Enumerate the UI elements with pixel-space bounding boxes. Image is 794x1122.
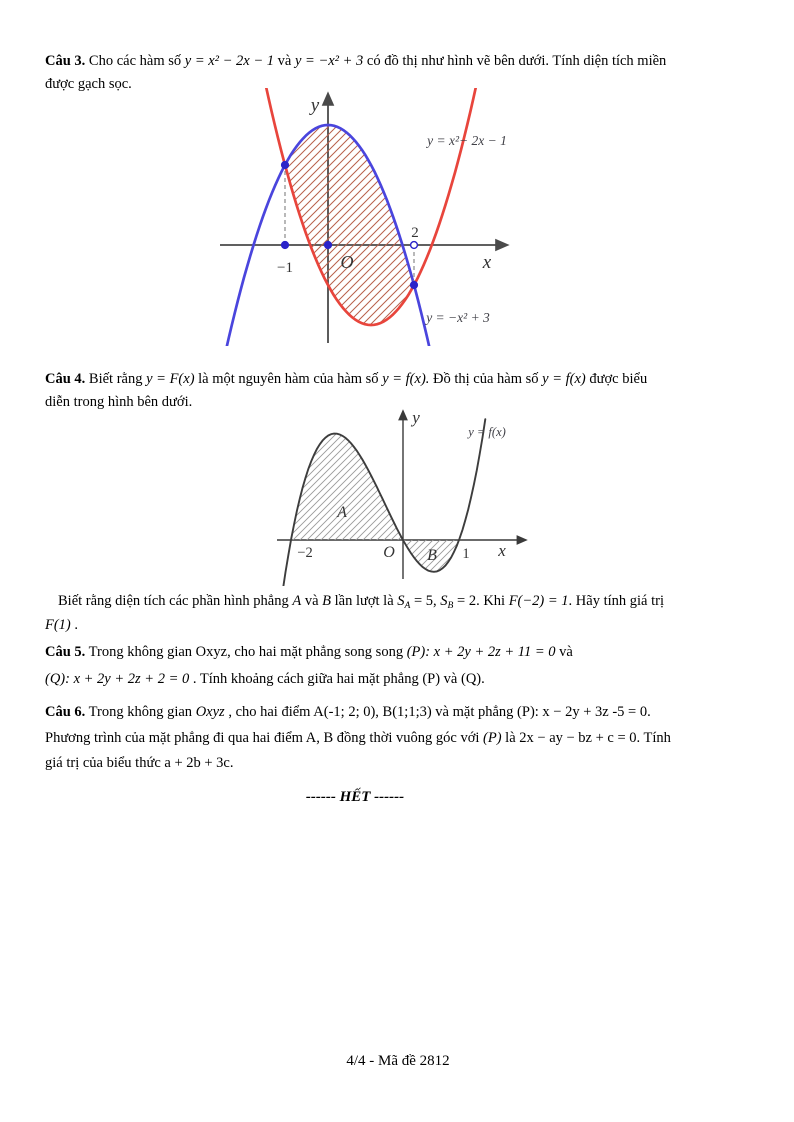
tick-label: 2	[411, 225, 419, 241]
text-segment: Biết rằng	[85, 371, 147, 387]
point	[325, 242, 332, 249]
question-4-note-line-2	[45, 614, 757, 637]
text-segment: Biết rằng diện tích các phần hình phẳng	[58, 593, 293, 609]
text-segment: = 2. Khi	[453, 593, 509, 609]
text-segment: Câu 4.	[45, 371, 86, 387]
cau3-graph-svg	[215, 88, 515, 346]
text-segment: được gạch sọc.	[45, 76, 132, 92]
end-marker: ------ HẾT ------	[305, 789, 405, 805]
text-segment: giá trị của biểu thức a + 2b + 3c.	[45, 755, 234, 771]
question-6-line-3	[45, 752, 757, 775]
text-segment: Đồ thị của hàm số	[429, 371, 543, 387]
text-segment: F(1)	[45, 617, 71, 633]
tick-label: −1	[277, 260, 293, 276]
question-3-line-1	[45, 50, 757, 73]
text-segment: là 2x − ay − bz + c = 0. Tính	[501, 730, 671, 746]
page-footer: 4/4 - Mã đề 2812	[346, 1053, 450, 1069]
question-4-line-1	[45, 368, 757, 391]
question-5-line-2	[45, 668, 757, 691]
text-segment: A	[404, 600, 411, 612]
text-segment: A	[292, 593, 302, 609]
origin-label: O	[340, 252, 354, 272]
text-segment: y = f(x)	[542, 371, 586, 387]
text-segment: lần lượt là	[331, 593, 398, 609]
text-segment: Câu 6.	[45, 704, 86, 720]
text-segment: = 5,	[410, 593, 441, 609]
text-segment: Câu 5.	[45, 644, 86, 660]
question-5-line-1	[45, 641, 757, 664]
text-segment: .	[70, 617, 79, 633]
question-4-note-line-1	[45, 590, 770, 617]
text-segment: B	[322, 593, 331, 609]
text-segment: được biểu	[585, 371, 648, 387]
curve-label-1: y = −x² + 3	[426, 310, 490, 325]
text-segment: Oxyz	[195, 704, 225, 720]
text-segment: và	[274, 53, 295, 69]
point	[282, 162, 289, 169]
y-axis-label: y	[310, 95, 320, 116]
text-segment: có đồ thị như hình vẽ bên dưới. Tính diện tích miền	[363, 53, 667, 69]
tick-label: −2	[297, 545, 313, 561]
text-segment: . Tính khoảng cách giữa hai mặt phẳng (P) và (Q).	[189, 671, 485, 687]
x-axis-label: x	[482, 252, 492, 273]
cau3-graph	[215, 88, 515, 346]
text-segment: . Hãy tính giá trị	[568, 593, 664, 609]
hatched-region-A	[291, 434, 403, 541]
text-segment: và	[301, 593, 323, 609]
text-segment: y = F(x)	[146, 371, 195, 387]
text-segment: F(−2) = 1	[508, 593, 569, 609]
text-segment: Trong không gian	[85, 704, 196, 720]
text-segment: (P): x + 2y + 2z + 11 = 0	[406, 644, 556, 660]
point	[411, 282, 418, 289]
text-segment: B	[447, 600, 454, 612]
text-segment: diễn trong hình bên dưới.	[45, 394, 193, 410]
text-segment: (P)	[483, 730, 502, 746]
text-segment: y = x² − 2x − 1	[184, 53, 275, 69]
tick-label: 1	[462, 546, 470, 562]
question-6-line-1	[45, 701, 757, 724]
curve-label-0: y = x²− 2x − 1	[427, 133, 507, 148]
point	[282, 242, 289, 249]
x-axis-label: x	[498, 541, 506, 560]
cau4-graph	[275, 404, 535, 586]
region-label-A: A	[337, 504, 347, 521]
region-label-B: B	[427, 547, 437, 564]
text-segment: Cho các hàm số	[85, 53, 185, 69]
curve-label-0: y = f(x)	[468, 425, 506, 439]
open-point	[411, 242, 418, 249]
text-segment: S	[397, 593, 405, 609]
question-6-line-2	[45, 727, 757, 750]
cau4-graph-svg	[275, 404, 535, 586]
text-segment: (Q): x + 2y + 2z + 2 = 0	[45, 671, 190, 687]
text-segment: Phương trình của mặt phẳng đi qua hai điểm A, B đồng thời vuông góc với	[45, 730, 484, 746]
text-segment: y = −x² + 3	[294, 53, 364, 69]
text-segment: y = f(x).	[382, 371, 430, 387]
origin-label: O	[383, 544, 395, 561]
text-segment: , cho hai điểm A(-1; 2; 0), B(1;1;3) và mặt phẳng (P): x − 2y + 3z -5 = 0.	[224, 704, 651, 720]
y-axis-label: y	[412, 408, 420, 427]
text-segment: S	[440, 593, 448, 609]
text-segment: là một nguyên hàm của hàm số	[194, 371, 383, 387]
text-segment: và	[555, 644, 573, 660]
text-segment: Trong không gian Oxyz, cho hai mặt phẳng song song	[85, 644, 407, 660]
text-segment: Câu 3.	[45, 53, 86, 69]
